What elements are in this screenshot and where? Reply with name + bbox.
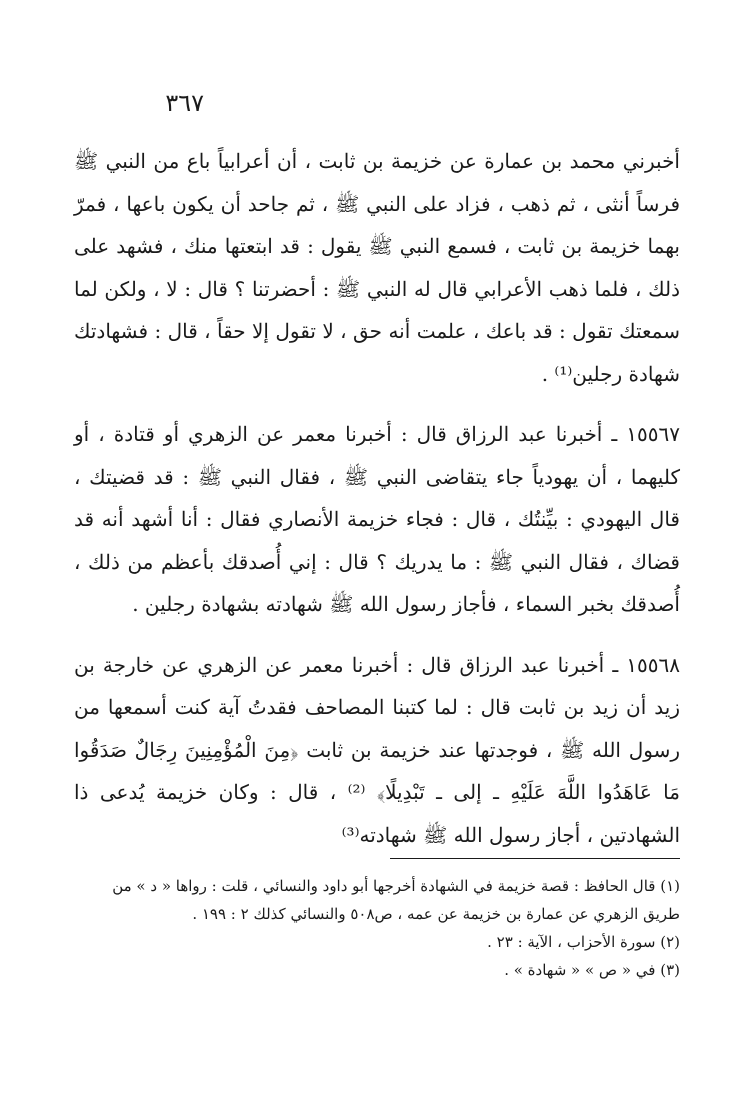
main-text [74,140,680,856]
hadith-paragraph-15568: ١٥٥٦٨ ـ أخبرنا عبد الرزاق قال : أخبرنا معمر عن الزهري عن خارجة بن زيد أن زيد بن ثابت قال : لما كتبنا المصاحف فقدتُ آية كنت أسمعها من رسول الله ﷺ ، فوجدتها عند خزيمة بن ثابت ﴿مِنَ الْمُؤْمِنِينَ رِجَالٌ صَدَقُوا مَا عَاهَدُوا اللَّهَ عَلَيْهِ ـ إلى ـ تَبْدِيلًا﴾ ⁽²⁾ ، قال : وكان خزيمة يُدعى ذا الشهادتين ، أجاز رسول الله ﷺ شهادته⁽³⁾ [74,652,680,847]
footnote-3: (٣) في « ص » « شهادة » . [504,961,680,979]
footnote-divider [390,858,680,859]
footnote-2: (٢) سورة الأحزاب ، الآية : ٢٣ . [487,933,680,951]
footnotes [74,872,680,984]
footnote-1: (١) قال الحافظ : قصة خزيمة في الشهادة أخرجها أبو داود والنسائي ، قلت : رواها « د » من طريق الزهري عن عمارة بن خزيمة عن عمه ، ص٥٠٨ والنسائي كذلك ٢ : ١٩٩ . [112,877,680,923]
hadith-paragraph-1: أخبرني محمد بن عمارة عن خزيمة بن ثابت ، أن أعرابياً باع من النبي ﷺ فرساً أنثى ، ثم ذهب ، فزاد على النبي ﷺ ، ثم جاحد أن يكون باعها ، فمرّ بهما خزيمة بن ثابت ، فسمع النبي ﷺ يقول : قد ابتعتها منك ، فشهد على ذلك ، فلما ذهب الأعرابي قال له النبي ﷺ : أحضرتنا ؟ قال : لا ، ولكن لما سمعتك تقول : قد باعك ، علمت أنه حق ، لا تقول إلا حقاً ، قال : فشهادتك شهادة رجلين⁽¹⁾ . [74,149,680,386]
page-number: ٣٦٧ [165,89,204,117]
hadith-paragraph-15567: ١٥٥٦٧ ـ أخبرنا عبد الرزاق قال : أخبرنا معمر عن الزهري أو قتادة ، أو كليهما ، أن يهودياً جاء يتقاضى النبي ﷺ ، فقال النبي ﷺ : قد قضيتك ، قال اليهودي : بيِّنتُك ، قال : فجاء خزيمة الأنصاري فقال : أنا أشهد أنه قد قضاك ، فقال النبي ﷺ : ما يدريك ؟ قال : إني أُصدقك بأعظم من ذلك ، أُصدقك بخبر السماء ، فأجاز رسول الله ﷺ شهادته بشهادة رجلين . [74,422,680,616]
